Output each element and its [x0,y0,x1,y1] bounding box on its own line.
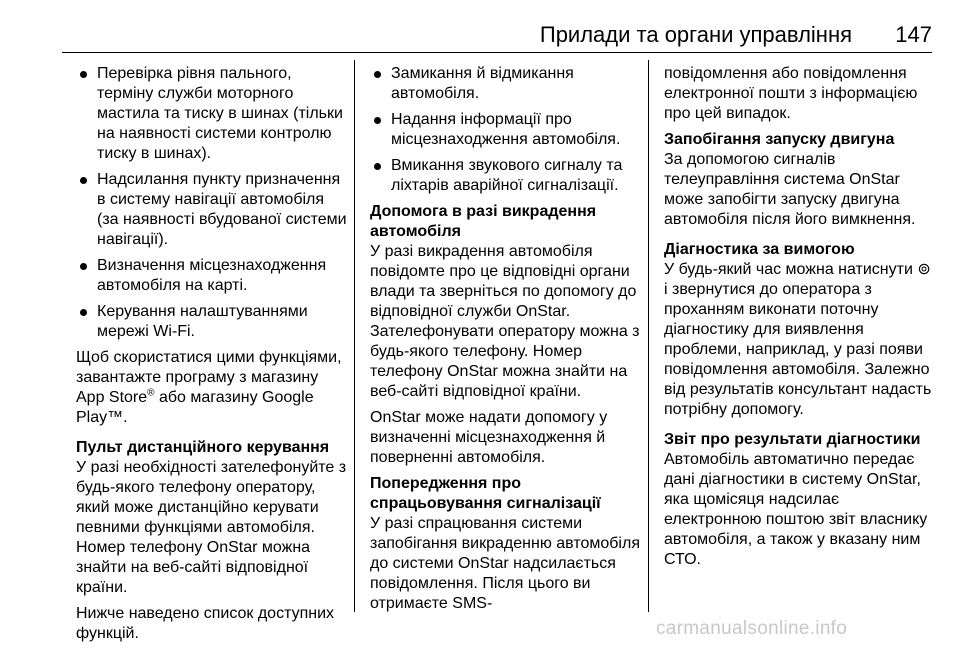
help-paragraph: OnStar може надати допомогу у визначенні місцезнаходження й поверненні автомобіля. [370,409,608,466]
theft-heading: Допомога в разі викрадення автомобіля [370,203,597,240]
app-paragraph [76,348,348,428]
alarm-paragraph: У разі спрацювання системи запобігання викраденню автомобіля до системи OnStar надсилається повідомлення. Після цього ви отримаєте SMS- [370,515,640,612]
start-heading: Запобігання запуску двигуна [664,131,895,148]
continued-paragraph: повідомлення або повідомлення електронної пошти з інформацією про цей випадок. [664,65,918,122]
page-title: Прилади та органи управління [539,22,852,47]
remote-heading: Пульт дистанційного керування [76,439,330,456]
list-item: Перевірка рівня пального, терміну служби моторного мастила та тиску в шинах (тільки на наявності системи контролю тиску в шинах). [76,64,348,164]
list-item: Вмикання звукового сигналу та ліхтарів аварійної сигналізації. [370,156,642,196]
header-divider [62,52,932,53]
list-item: Надсилання пункту призначення в систему навігації автомобіля (за наявності вбудованої системи навігації). [76,170,348,250]
diagnostics-paragraph: У будь-який час можна натиснути ⊚ і звернутися до оператора з проханням виконати поточну діагностику для виявлення проблеми, наприклад, у разі появи повідомлення автомобіля. Залежно від результатів консультант надасть потрібну допомогу. [664,261,932,418]
column-2 [370,64,642,620]
list-item: Керування налаштуваннями мережі Wi-Fi. [76,302,348,342]
list-item: Замикання й відмикання автомобіля. [370,64,642,104]
report-heading: Звіт про результати діагностики [664,431,921,448]
list-item: Надання інформації про місцезнаходження автомобіля. [370,110,642,150]
report-paragraph: Автомобіль автоматично передає дані діагностики в систему OnStar, яка щомісяця надсилає електронною поштою звіт власнику автомобіля, а також у вказану ним СТО. [664,451,928,568]
column-divider-2 [648,60,649,612]
feature-list-2 [370,64,642,196]
watermark: carmanualsonline.info [656,618,848,639]
remote-paragraph: У разі необхідності зателефонуйте з будь-якого телефону оператору, який може дистанційно керувати певними функціями автомобіля. Номер телефону OnStar можна знайти на веб-сайті відповідної країни. [76,459,347,596]
theft-paragraph: У разі викрадення автомобіля повідомте про це відповідні органи влади та зверніться по допомогу до відповідної служби OnStar. Зателефонувати оператору можна з будь-якого телефону. Номер телефону OnStar можна знайти на веб-сайті відповідної країни. [370,243,640,400]
column-1 [76,64,348,650]
app-text-1: Щоб скористатися цими функціями, завантажте програму з магазину App Store [76,349,342,406]
diagnostics-heading: Діагностика за вимогою [664,241,855,258]
start-paragraph: За допомогою сигналів телеуправління система OnStar може запобігти запуску двигуна автомобіля після його вимкнення. [664,151,916,228]
registered-mark: ® [147,387,155,399]
list-item: Визначення місцезнаходження автомобіля на карті. [76,256,348,296]
list-intro-paragraph: Нижче наведено список доступних функцій. [76,605,335,642]
page-number: 147 [895,22,932,47]
page-header [0,0,960,50]
column-3 [664,64,936,576]
feature-list-1 [76,64,348,342]
app-text-2: або магазину Google Play™. [76,389,314,426]
alarm-heading: Попередження про спрацьовування сигналізації [370,475,601,512]
column-divider-1 [354,60,355,612]
